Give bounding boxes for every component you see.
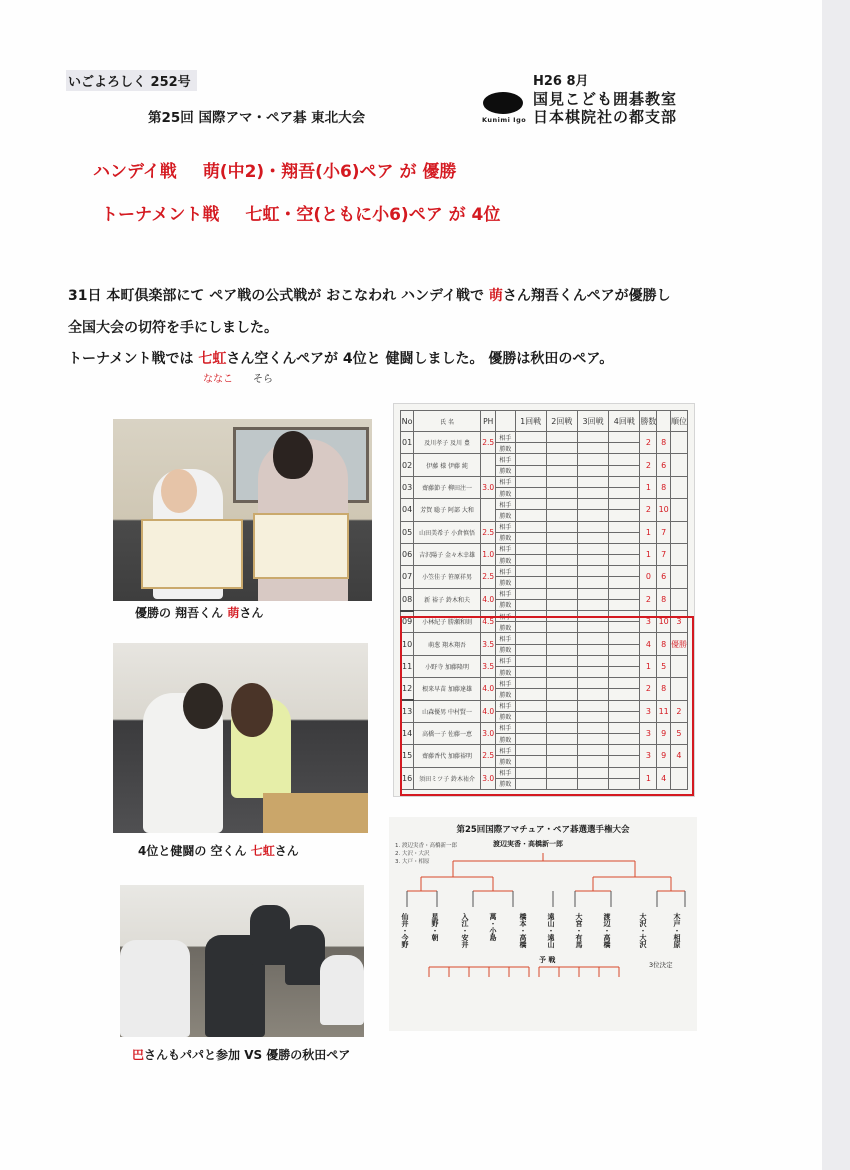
certificate [141, 519, 243, 589]
headline-handicap [93, 157, 456, 182]
round-result-cell [577, 465, 608, 476]
round-result-cell [515, 465, 546, 476]
row-wins: 2 [640, 678, 657, 700]
round-cell [577, 543, 608, 554]
row-names: 芳賀 聡子 阿部 大和 [414, 499, 481, 521]
row-points: 11 [657, 700, 671, 722]
round-result-cell [546, 577, 577, 588]
ruby-sora: そら [253, 374, 273, 385]
bracket-note: 2. 大沢・大沢 [395, 851, 430, 857]
row-points: 4 [657, 767, 671, 789]
round-result-cell [515, 443, 546, 454]
scoresheet-row [401, 454, 688, 465]
issue-date: H26 8月 [533, 74, 589, 89]
certificate [253, 513, 349, 579]
row-label-opponent: 相手 [496, 454, 515, 465]
round-result-cell [546, 555, 577, 566]
round-result-cell [577, 443, 608, 454]
bracket-note: 3. 大戸・相原 [395, 859, 430, 865]
round-result-cell [546, 443, 577, 454]
row-number: 14 [401, 722, 414, 744]
bracket-entry: 仙井・今野 [401, 913, 409, 948]
row-handicap: 3.0 [480, 767, 495, 789]
round-cell [609, 588, 640, 599]
row-number: 02 [401, 454, 414, 476]
row-label-result: 勝敗 [496, 532, 515, 543]
row-names: 新 裕子 鈴木和夫 [414, 588, 481, 610]
bracket-entry: 橋本・高橋 [519, 913, 527, 948]
row-label-result: 勝敗 [496, 555, 515, 566]
paragraph-1 [68, 285, 671, 305]
row-label-result: 勝敗 [496, 734, 515, 745]
row-label-result: 勝敗 [496, 622, 515, 633]
go-board [263, 793, 368, 833]
row-label-result: 勝敗 [496, 443, 515, 454]
row-wins: 2 [640, 432, 657, 454]
row-names: 齋藤香代 加藤裕明 [414, 745, 481, 767]
header-no: No [401, 411, 414, 432]
row-number: 06 [401, 543, 414, 565]
row-rank [670, 543, 687, 565]
row-handicap: 4.0 [480, 678, 495, 700]
round-result-cell [546, 465, 577, 476]
bracket-entry: 大沢・大沢 [639, 913, 647, 948]
row-wins: 1 [640, 521, 657, 543]
paragraph-1-name: 萌 [488, 288, 503, 304]
caption-1-text-a: 優勝の 翔吾くん [135, 606, 228, 620]
round-result-cell [515, 532, 546, 543]
headline-tournament-result: 七虹・空(ともに小6)ペア が 4位 [245, 205, 501, 225]
row-label-opponent: 相手 [496, 521, 515, 532]
row-number: 10 [401, 633, 414, 655]
round-cell [546, 521, 577, 532]
header-round-3: 3回戦 [577, 411, 608, 432]
photo-game [113, 643, 368, 833]
row-label-opponent: 相手 [496, 745, 515, 756]
caption-3-name: 巴 [132, 1048, 145, 1062]
round-result-cell [577, 599, 608, 610]
player-figure [320, 955, 364, 1025]
org-name-line1: 国見こども囲碁教室 [533, 90, 678, 108]
top-group-highlight [400, 616, 694, 796]
row-label-opponent: 相手 [496, 655, 515, 666]
scoresheet-row [401, 588, 688, 599]
row-points: 5 [657, 655, 671, 677]
row-label-result: 勝敗 [496, 465, 515, 476]
row-handicap: 3.5 [480, 633, 495, 655]
row-rank [670, 432, 687, 454]
row-wins: 1 [640, 655, 657, 677]
row-handicap: 2.5 [480, 566, 495, 588]
row-wins: 2 [640, 588, 657, 610]
row-names: 吉沢陽子 金々木幸雄 [414, 543, 481, 565]
paragraph-3-text-b: さん空くんペアが 4位と 健闘しました。 優勝は秋田のペア。 [226, 351, 614, 367]
round-result-cell [609, 510, 640, 521]
logo-caption: Kunimi Igo [482, 116, 527, 124]
row-handicap [480, 499, 495, 521]
paragraph-3-text-a: トーナメント戦では [68, 351, 199, 367]
paragraph-3-name: 七虹 [198, 351, 227, 367]
round-result-cell [577, 487, 608, 498]
bracket-prelim-label: 予 戦 [539, 956, 556, 964]
row-wins: 2 [640, 499, 657, 521]
round-cell [515, 476, 546, 487]
round-cell [577, 588, 608, 599]
scoresheet-row [401, 476, 688, 487]
round-result-cell [515, 510, 546, 521]
round-cell [546, 454, 577, 465]
round-cell [609, 543, 640, 554]
photo-winners [113, 419, 372, 601]
row-rank [670, 566, 687, 588]
header-wins: 勝数 [640, 411, 657, 432]
caption-2-text-a: 4位と健闘の 空くん [138, 844, 251, 858]
row-label-opponent: 相手 [496, 476, 515, 487]
row-names: 小林紀子 勝瀬和則 [414, 611, 481, 633]
round-cell [546, 499, 577, 510]
bracket-winner: 渡辺実香・高橋新一郎 [493, 840, 563, 848]
row-handicap: 3.5 [480, 655, 495, 677]
bracket-note: 1. 渡辺実香・高橋新一郎 [395, 843, 457, 849]
row-label-result: 勝敗 [496, 711, 515, 722]
row-handicap: 2.5 [480, 745, 495, 767]
round-result-cell [546, 599, 577, 610]
headline-handicap-label: ハンデイ戦 [93, 162, 177, 182]
row-label-opponent: 相手 [496, 543, 515, 554]
bracket-entry: 大宮・有馬 [575, 913, 583, 948]
row-rank: 2 [670, 700, 687, 722]
headline-handicap-result: 萌(中2)・翔吾(小6)ペア が 優勝 [202, 162, 457, 182]
round-result-cell [546, 532, 577, 543]
round-cell [515, 566, 546, 577]
player-figure [120, 940, 190, 1037]
row-wins: 2 [640, 454, 657, 476]
row-names: 齋藤節子 柳田注一 [414, 476, 481, 498]
round-result-cell [515, 555, 546, 566]
row-wins: 3 [640, 722, 657, 744]
round-cell [546, 588, 577, 599]
paragraph-1-text-a: 31日 本町倶楽部にて ペア戦の公式戦が おこなわれ ハンデイ戦で [68, 288, 489, 304]
row-number: 09 [401, 611, 414, 633]
row-wins: 3 [640, 700, 657, 722]
round-result-cell [546, 510, 577, 521]
scoresheet-row [401, 543, 688, 554]
bracket-entry: 星野・朝 [431, 913, 439, 941]
org-name-line2: 日本棋院社の都支部 [533, 108, 678, 126]
row-number: 01 [401, 432, 414, 454]
round-cell [577, 454, 608, 465]
row-label-opponent: 相手 [496, 566, 515, 577]
row-points: 8 [657, 633, 671, 655]
round-result-cell [609, 599, 640, 610]
row-label-result: 勝敗 [496, 487, 515, 498]
row-names: 山森優男 中村賢一 [414, 700, 481, 722]
round-result-cell [577, 510, 608, 521]
row-number: 05 [401, 521, 414, 543]
row-label-opponent: 相手 [496, 700, 515, 711]
round-cell [577, 521, 608, 532]
row-label-opponent: 相手 [496, 678, 515, 689]
row-points: 8 [657, 476, 671, 498]
header-round-4: 4回戦 [609, 411, 640, 432]
boy-head [161, 469, 197, 513]
row-names: 山田美希子 小倉慎悟 [414, 521, 481, 543]
row-label-result: 勝敗 [496, 666, 515, 677]
round-result-cell [577, 532, 608, 543]
header-round-2: 2回戦 [546, 411, 577, 432]
round-cell [515, 543, 546, 554]
caption-2-text-b: さん [274, 844, 299, 858]
row-points: 7 [657, 521, 671, 543]
row-label-opponent: 相手 [496, 633, 515, 644]
row-label-result: 勝敗 [496, 689, 515, 700]
row-handicap: 4.0 [480, 588, 495, 610]
row-points: 6 [657, 454, 671, 476]
go-stone-icon [483, 92, 523, 114]
row-wins: 1 [640, 767, 657, 789]
caption-2-name: 七虹 [250, 844, 275, 858]
caption-3-text: さんもパパと参加 VS 優勝の秋田ペア [144, 1048, 351, 1062]
row-number: 13 [401, 700, 414, 722]
row-points: 8 [657, 432, 671, 454]
scoresheet-row [401, 432, 688, 443]
row-label-result: 勝敗 [496, 599, 515, 610]
row-points: 9 [657, 722, 671, 744]
row-names: 根来早苗 加藤達雄 [414, 678, 481, 700]
row-wins: 3 [640, 745, 657, 767]
row-points: 7 [657, 543, 671, 565]
round-result-cell [515, 487, 546, 498]
round-cell [515, 521, 546, 532]
round-result-cell [546, 487, 577, 498]
round-result-cell [609, 532, 640, 543]
row-number: 03 [401, 476, 414, 498]
round-cell [577, 566, 608, 577]
paragraph-1-text-b: さん翔吾くんペアが優勝し [502, 288, 671, 304]
row-number: 08 [401, 588, 414, 610]
paragraph-2: 全国大会の切符を手にしました。 [68, 320, 278, 336]
round-cell [577, 432, 608, 443]
scoresheet-row [401, 566, 688, 577]
round-cell [546, 566, 577, 577]
row-number: 15 [401, 745, 414, 767]
row-points: 8 [657, 588, 671, 610]
row-rank: 4 [670, 745, 687, 767]
row-label-result: 勝敗 [496, 644, 515, 655]
row-handicap: 2.5 [480, 432, 495, 454]
row-handicap: 3.0 [480, 476, 495, 498]
round-result-cell [515, 577, 546, 588]
round-cell [577, 499, 608, 510]
player-figure [285, 925, 325, 985]
header-ph: PH [480, 411, 495, 432]
row-rank [670, 454, 687, 476]
round-cell [546, 543, 577, 554]
row-number: 16 [401, 767, 414, 789]
row-number: 11 [401, 655, 414, 677]
round-cell [546, 476, 577, 487]
row-label-opponent: 相手 [496, 611, 515, 622]
caption-1-text-b: さん [239, 606, 264, 620]
caption-photo-2 [138, 842, 299, 859]
row-handicap: 4.5 [480, 611, 495, 633]
row-label-result: 勝敗 [496, 756, 515, 767]
scoresheet-row [401, 521, 688, 532]
row-points: 8 [657, 678, 671, 700]
row-label-opponent: 相手 [496, 588, 515, 599]
row-names: 高橋一子 佐藤一恵 [414, 722, 481, 744]
round-result-cell [609, 465, 640, 476]
header-name: 氏 名 [414, 411, 481, 432]
round-cell [609, 521, 640, 532]
event-title: 第25回 国際アマ・ペア碁 東北大会 [148, 110, 366, 126]
round-cell [515, 588, 546, 599]
round-result-cell [609, 487, 640, 498]
row-handicap: 3.0 [480, 722, 495, 744]
row-wins: 0 [640, 566, 657, 588]
row-number: 12 [401, 678, 414, 700]
row-points: 10 [657, 611, 671, 633]
scan-edge [822, 0, 850, 1170]
bracket-entry: 木戸・相原 [673, 913, 681, 948]
row-label-result: 勝敗 [496, 778, 515, 789]
player-figure [250, 905, 290, 965]
caption-1-name: 萌 [227, 606, 240, 620]
tournament-bracket [389, 817, 697, 1031]
row-label-opponent: 相手 [496, 499, 515, 510]
round-cell [515, 499, 546, 510]
row-wins: 1 [640, 543, 657, 565]
bracket-title: 第25回国際アマチュア・ペア碁選選手権大会 [456, 825, 630, 835]
bracket-entry: 萬・小島 [489, 913, 497, 941]
header-round-1: 1回戦 [515, 411, 546, 432]
row-names: 萌葱 翔木翔吾 [414, 633, 481, 655]
header-rank: 順位 [670, 411, 687, 432]
girl-head [231, 683, 273, 737]
row-rank [670, 588, 687, 610]
row-label-result: 勝敗 [496, 577, 515, 588]
bracket-entry: 渡辺・高橋 [603, 913, 611, 948]
row-rank: 3 [670, 611, 687, 633]
row-points: 9 [657, 745, 671, 767]
round-cell [546, 432, 577, 443]
row-wins: 3 [640, 611, 657, 633]
bracket-third-place: 3位決定 [649, 961, 673, 969]
row-names: 須田ミツ子 鈴木祐介 [414, 767, 481, 789]
bracket-entry: 入江・安井 [461, 913, 469, 948]
photo-match-room [120, 885, 364, 1037]
row-wins: 4 [640, 633, 657, 655]
round-result-cell [609, 577, 640, 588]
row-rank [670, 476, 687, 498]
row-rank: 優勝 [670, 633, 687, 655]
bracket-entry: 遠山・遠山 [547, 913, 555, 948]
caption-photo-1 [135, 604, 263, 621]
row-handicap: 2.5 [480, 521, 495, 543]
round-result-cell [609, 443, 640, 454]
row-points: 10 [657, 499, 671, 521]
row-wins: 1 [640, 476, 657, 498]
ruby-nanako: ななこ [203, 374, 233, 385]
row-names: 小野寺 加藤隆明 [414, 655, 481, 677]
header-points [657, 411, 671, 432]
club-logo [482, 92, 527, 124]
row-handicap: 4.0 [480, 700, 495, 722]
round-cell [609, 499, 640, 510]
row-label-opponent: 相手 [496, 722, 515, 733]
round-cell [515, 432, 546, 443]
row-label-opponent: 相手 [496, 767, 515, 778]
row-number: 04 [401, 499, 414, 521]
row-rank [670, 499, 687, 521]
row-names: 及川孝子 及川 豊 [414, 432, 481, 454]
row-number: 07 [401, 566, 414, 588]
round-result-cell [577, 555, 608, 566]
row-points: 6 [657, 566, 671, 588]
round-result-cell [609, 555, 640, 566]
girl-head [273, 431, 313, 479]
round-cell [609, 476, 640, 487]
paragraph-3 [68, 348, 613, 368]
row-handicap [480, 454, 495, 476]
round-cell [515, 454, 546, 465]
issue-number: いごよろしく 252号 [66, 70, 197, 91]
round-cell [577, 476, 608, 487]
row-names: 伊藤 様 伊藤 純 [414, 454, 481, 476]
caption-photo-3 [132, 1046, 350, 1063]
boy-head [183, 683, 223, 729]
round-cell [609, 454, 640, 465]
headline-tournament [101, 200, 500, 225]
round-result-cell [515, 599, 546, 610]
row-rank: 5 [670, 722, 687, 744]
row-rank [670, 521, 687, 543]
round-cell [609, 566, 640, 577]
row-label-opponent: 相手 [496, 432, 515, 443]
row-handicap: 1.0 [480, 543, 495, 565]
round-cell [609, 432, 640, 443]
scoresheet-header [401, 411, 688, 432]
scoresheet-row [401, 499, 688, 510]
row-label-result: 勝敗 [496, 510, 515, 521]
header-blank [496, 411, 515, 432]
round-result-cell [577, 577, 608, 588]
headline-tournament-label: トーナメント戦 [101, 205, 220, 225]
row-names: 小笠佳子 笹原祥男 [414, 566, 481, 588]
